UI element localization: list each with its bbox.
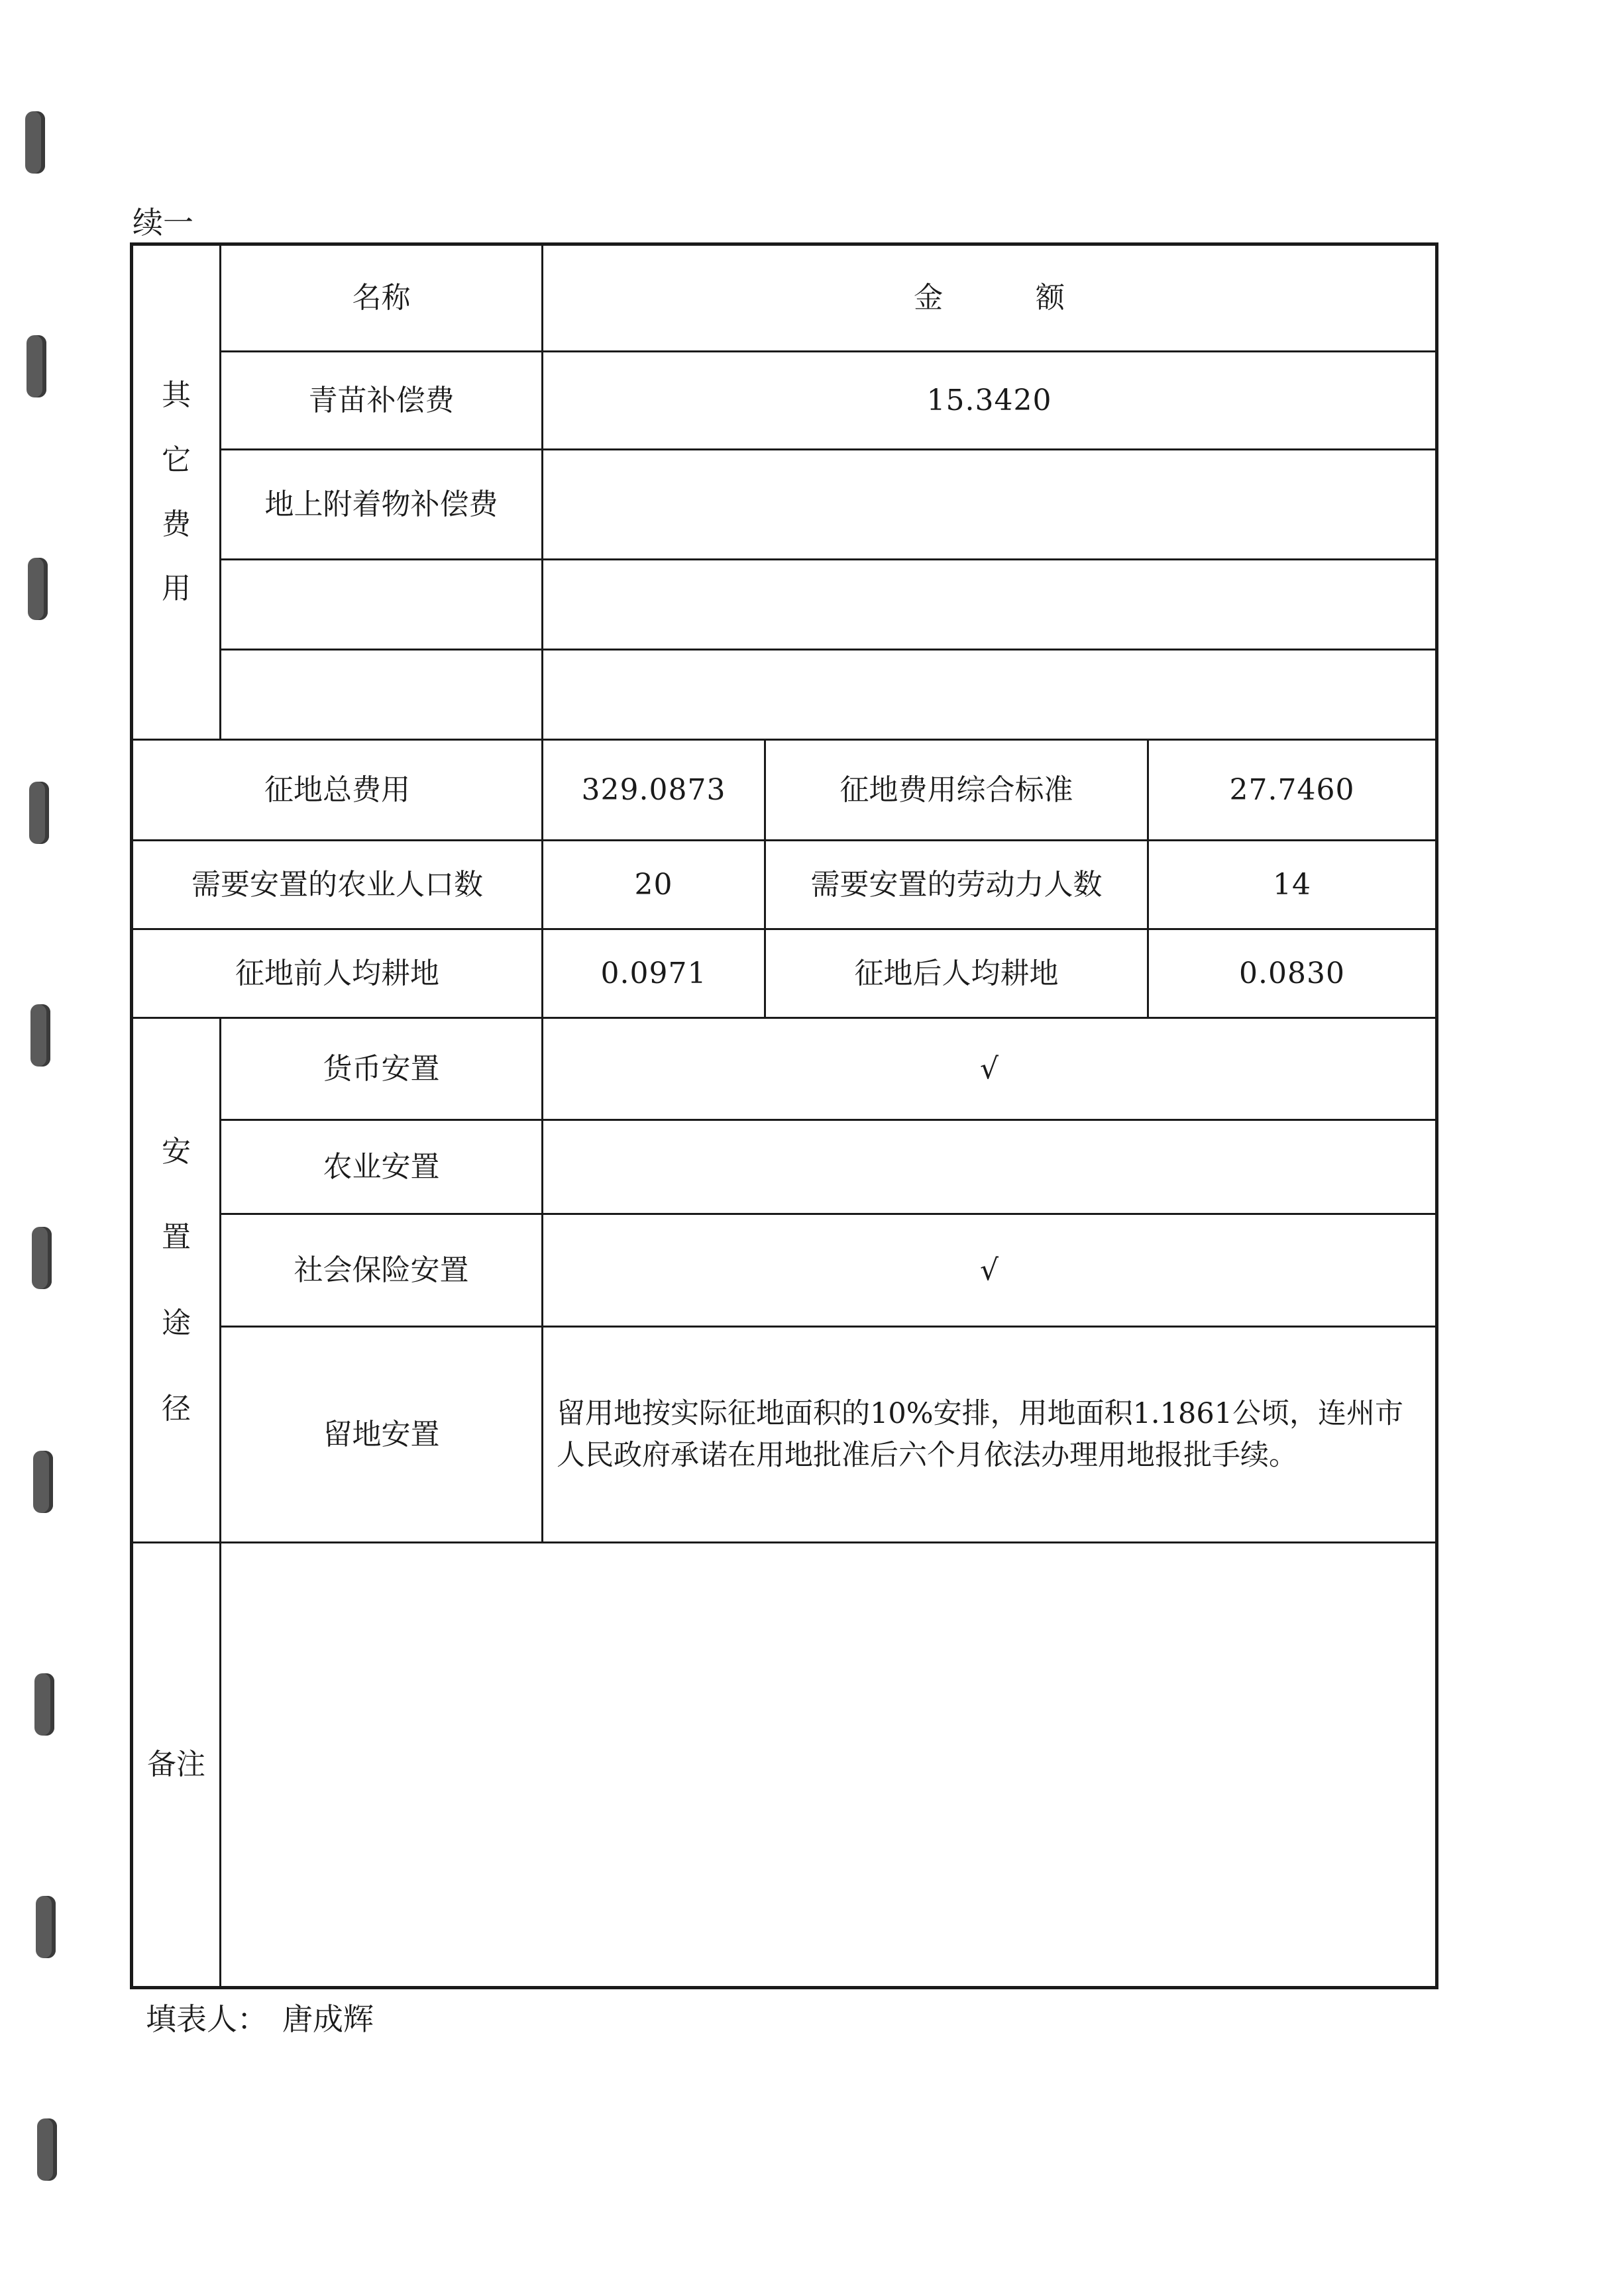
binding-hole — [28, 558, 48, 620]
continuation-label: 续一 — [133, 205, 193, 240]
amount-header: 金 额 — [543, 244, 1437, 352]
resettlement-checkmark: √ — [543, 1018, 1437, 1120]
binding-hole — [34, 1673, 54, 1736]
remarks-label: 备注 — [132, 1543, 221, 1988]
summary-label: 征地前人均耕地 — [132, 929, 543, 1018]
summary-value: 20 — [543, 841, 765, 929]
summary-label: 征地费用综合标准 — [765, 740, 1148, 841]
summary-value: 0.0830 — [1148, 929, 1437, 1018]
resettlement-name: 留地安置 — [221, 1327, 543, 1543]
land-acquisition-fee-table — [130, 242, 1438, 1989]
summary-label: 征地总费用 — [132, 740, 543, 841]
fee-name-cell — [221, 650, 543, 740]
binding-hole — [30, 1004, 50, 1067]
fee-name-cell: 青苗补偿费 — [221, 352, 543, 450]
resettlement-name: 社会保险安置 — [221, 1214, 543, 1327]
fee-amount-cell — [543, 560, 1437, 650]
summary-value: 0.0971 — [543, 929, 765, 1018]
filler-label: 填表人： — [146, 2001, 268, 2037]
resettlement-checkmark — [543, 1120, 1437, 1214]
binding-hole — [27, 335, 46, 397]
binding-hole — [37, 2118, 57, 2181]
summary-value: 329.0873 — [543, 740, 765, 841]
other-fees-section-label: 其 它 费 用 — [132, 244, 221, 740]
binding-hole — [32, 1227, 52, 1289]
summary-label: 征地后人均耕地 — [765, 929, 1148, 1018]
resettlement-name: 货币安置 — [221, 1018, 543, 1120]
resettlement-checkmark: √ — [543, 1214, 1437, 1327]
summary-label: 需要安置的农业人口数 — [132, 841, 543, 929]
fee-amount-cell — [543, 450, 1437, 560]
resettlement-section-label: 安 置 途 径 — [132, 1018, 221, 1543]
summary-value: 27.7460 — [1148, 740, 1437, 841]
summary-value: 14 — [1148, 841, 1437, 929]
resettlement-name: 农业安置 — [221, 1120, 543, 1214]
reserved-land-note: 留用地按实际征地面积的10%安排，用地面积1.1861公顷，连州市人民政府承诺在用地批准后六个月依法办理用地报批手续。 — [543, 1327, 1437, 1543]
summary-label: 需要安置的劳动力人数 — [765, 841, 1148, 929]
fee-amount-cell — [543, 650, 1437, 740]
fee-name-cell — [221, 560, 543, 650]
fee-name-cell: 地上附着物补偿费 — [221, 450, 543, 560]
fee-amount-cell: 15.3420 — [543, 352, 1437, 450]
filler-name: 唐成辉 — [282, 2001, 374, 2037]
remarks-content — [221, 1543, 1437, 1988]
name-header: 名称 — [221, 244, 543, 352]
binding-hole — [36, 1896, 56, 1958]
binding-hole — [25, 111, 45, 174]
binding-hole — [33, 1451, 53, 1513]
binding-hole — [29, 782, 49, 844]
